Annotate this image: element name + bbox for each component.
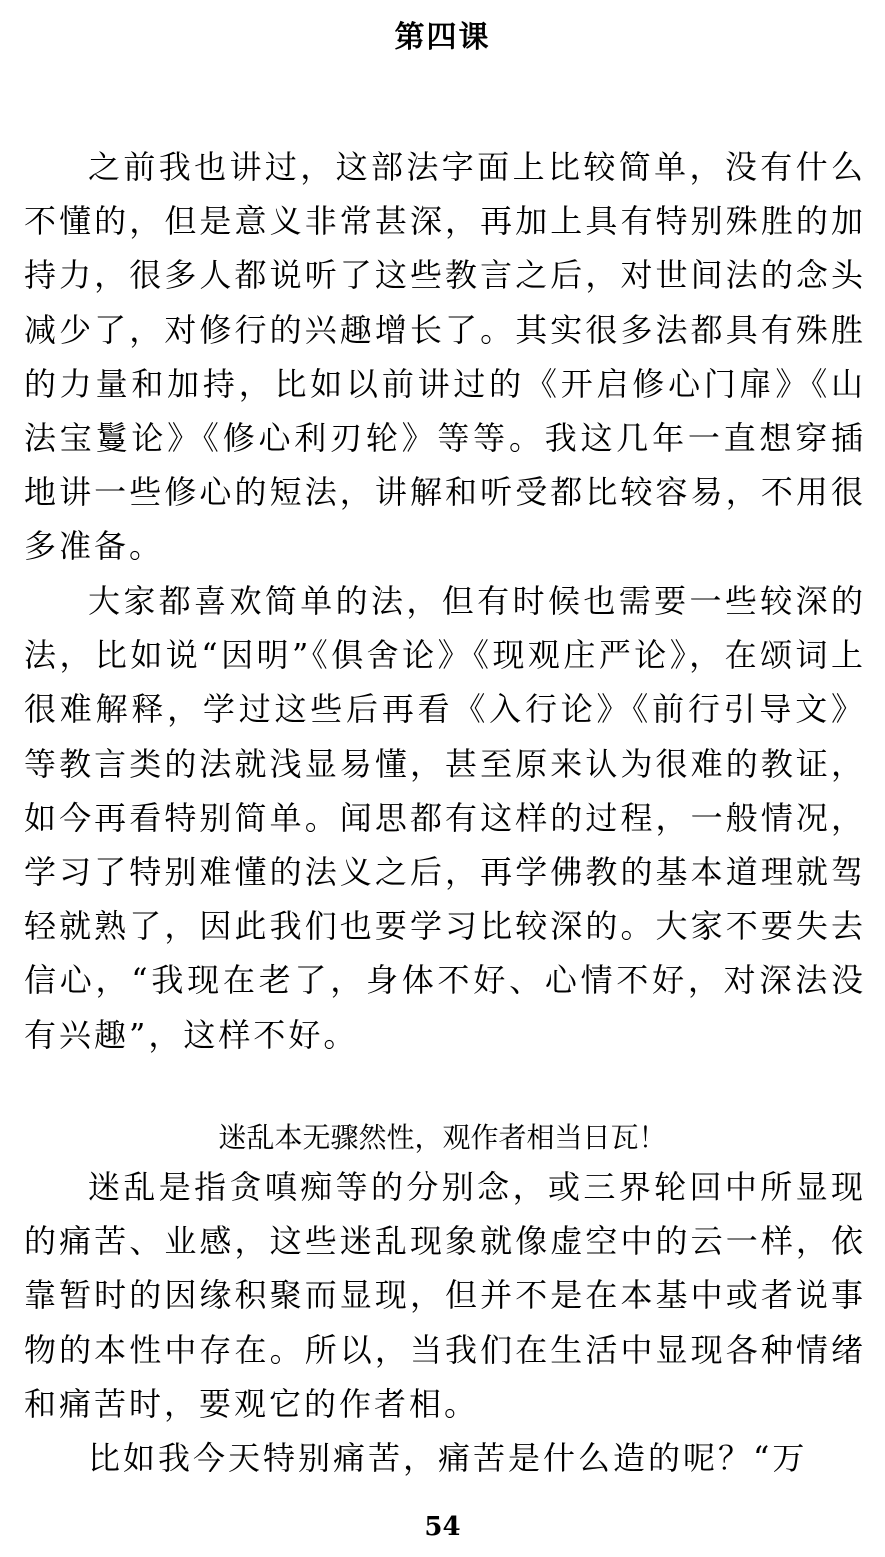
paragraph-1: 之前我也讲过，这部法字面上比较简单，没有什么不懂的，但是意义非常甚深，再加上具有特别殊胜的加持力，很多人都说听了这些教言之后，对世间法的念头减少了，对修行的兴趣增长了。其实很多法都具有殊胜的力量和加持，比如以前讲过的《开启修心门扉》《山法宝鬘论》《修心利刃轮》等等。我这几年一直想穿插地讲一些修心的短法，讲解和听受都比较容易，不用很多准备。	[24, 148, 866, 566]
paragraph-3: 迷乱是指贪嗔痴等的分别念，或三界轮回中所显现的痛苦、业感，这些迷乱现象就像虚空中的云一样，依靠暂时的因缘积聚而显现，但并不是在本基中或者说事物的本性中存在。所以，当我们在生活中显现各种情绪和痛苦时，要观它的作者相。	[24, 1168, 866, 1423]
verse-heading: 迷乱本无骤然性，观作者相当日瓦！	[218, 1121, 667, 1154]
paragraph-2: 大家都喜欢简单的法，但有时候也需要一些较深的法，比如说“因明”《俱舍论》《现观庄严论》，在颂词上很难解释，学过这些后再看《入行论》《前行引导文》等教言类的法就浅显易懂，甚至原来认为很难的教证，如今再看特别简单。闻思都有这样的过程，一般情况，学习了特别难懂的法义之后，再学佛教的基本道理就驾轻就熟了，因此我们也要学习比较深的。大家不要失去信心，“我现在老了，身体不好、心情不好，对深法没有兴趣”，这样不好。	[24, 582, 866, 1054]
paragraph-4: 比如我今天特别痛苦，痛苦是什么造的呢？“万	[88, 1439, 808, 1477]
page-title: 第四课	[394, 20, 491, 55]
page-number: 54	[424, 1512, 461, 1542]
